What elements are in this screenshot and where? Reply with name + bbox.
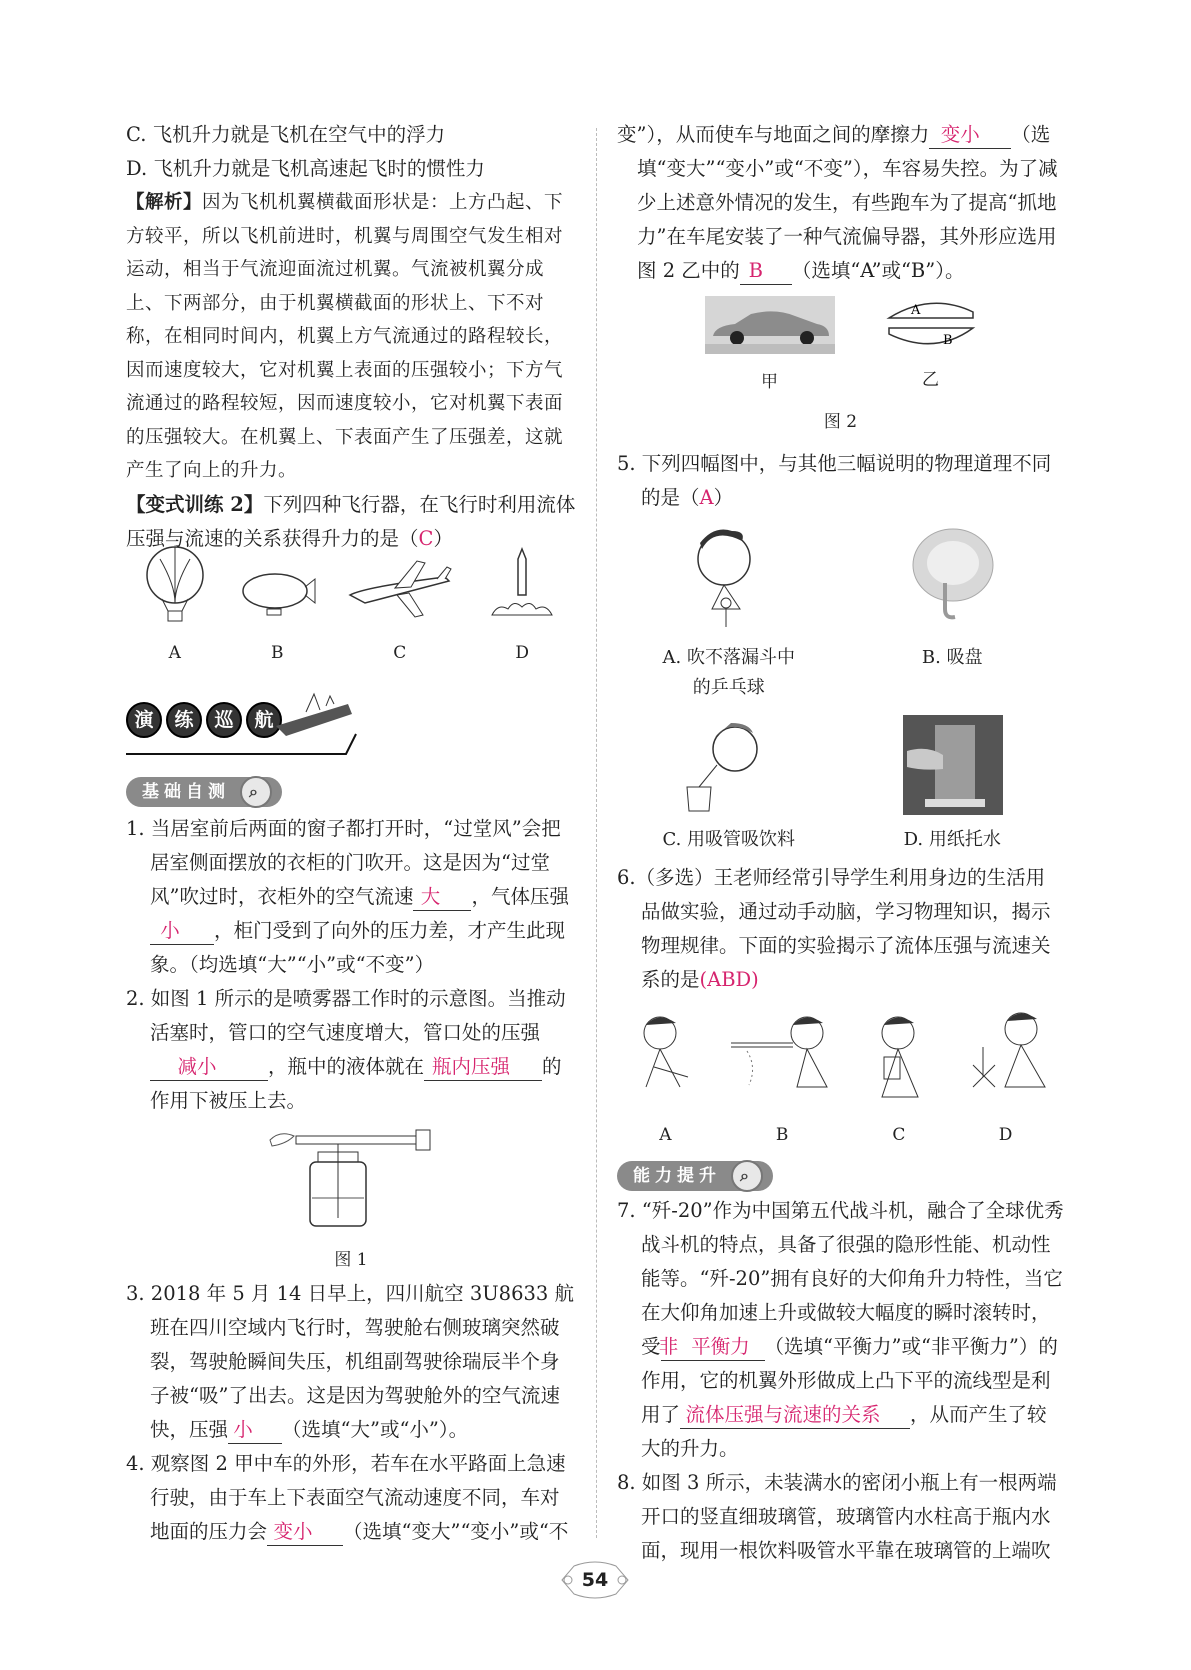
straw-drink-figure [679, 715, 779, 815]
question-2 [126, 982, 576, 1118]
variant-label: 【变式训练 2】 [126, 492, 264, 516]
q6-figure [617, 1007, 1064, 1152]
banner-char-1: 演 [126, 702, 162, 738]
airship-figure [237, 565, 317, 670]
section-banner [126, 684, 366, 756]
q5-options-grid [617, 523, 1064, 855]
figure-2-caption: 图 2 [823, 412, 858, 432]
left-column [126, 118, 576, 1549]
q4-text-c: 变”），从而使车与地面之间的摩擦力 [617, 123, 930, 146]
q4-text-a: 4. 观察图 2 甲中车的外形，若车在水平路面上急速行驶，由于车上下表面空气流动速度不同，车对地面的压力会 [126, 1451, 566, 1543]
q1-answer-1: 大 [413, 884, 471, 911]
aircraft-label-c: C [393, 642, 407, 663]
q5-close: ） [713, 486, 734, 509]
q6-label-d: D [998, 1125, 1013, 1145]
q3-text-a: 3. 2018 年 5 月 14 日早上，四川航空 3U8633 航班在四川空域内飞行时，驾驶舱右侧玻璃突然破裂，驾驶舱瞬间失压，机组副驾驶徐瑞辰半个身子被“吸”了出去。这是因为驾驶舱外的空气流速快，压强 [126, 1281, 575, 1441]
option-d: D. 飞机升力就是飞机高速起飞时的惯性力 [126, 157, 485, 180]
q2-answer-2: 瓶内压强 [424, 1054, 542, 1081]
q4-text-b: （选填“变大”“变小”或“不 [343, 1519, 569, 1543]
figure-2-yi [885, 296, 977, 399]
question-5 [617, 447, 1064, 515]
q5-option-d [841, 715, 1065, 855]
question-6 [617, 861, 1064, 997]
figure-2-jia [705, 296, 835, 399]
q5-option-a-label-1: A. 吹不落漏斗中 [662, 647, 795, 668]
q6-label-a: A [659, 1125, 672, 1145]
analysis-label: 【解析】 [126, 192, 203, 213]
right-column [617, 118, 1064, 1568]
ability-section-label: 能力提升 [633, 1166, 721, 1186]
figure-1 [126, 1122, 576, 1277]
q6-figure-b [727, 1007, 837, 1152]
plane-figure [345, 555, 455, 670]
q7-text-c: ，从而产生了较大的升力。 [641, 1403, 1047, 1460]
ship-icon [126, 684, 366, 756]
basic-section-header [126, 774, 576, 808]
q1-text-b: ，气体压强 [471, 884, 569, 908]
q5-answer: A [699, 486, 714, 509]
page-number-text: 54 [581, 1569, 609, 1591]
analysis-block [126, 186, 576, 488]
variant-answer: C [418, 526, 434, 550]
q5-option-b [841, 523, 1065, 703]
question-8 [617, 1466, 1064, 1568]
q4-text-d: （选填“变大”“变小”或“不变”），车容易失控。为了减少上述意外情况的发生，有些跑车为了提高“抓地力”在车尾安装了一种气流偏导器，其外形应选用图 2 乙中的 [637, 123, 1058, 282]
q1-text-c: ，柜门受到了向外的压力差，才产生此现象。（均选填“大”“小”或“不变”） [150, 918, 566, 976]
suction-cup-figure [897, 523, 1007, 633]
option-c: C. 飞机升力就是飞机在空气中的浮力 [126, 123, 446, 146]
q6-answer: (ABD) [699, 968, 759, 991]
question-1 [126, 812, 576, 982]
question-4-start [126, 1447, 576, 1549]
page-number [556, 1560, 634, 1600]
q5-option-d-label: D. 用纸托水 [903, 829, 1001, 850]
banner-char-4: 航 [246, 702, 282, 738]
variant-text: 下列四种飞行器，在飞行时利用流体压强与流速的关系获得升力的是（ [126, 492, 576, 550]
paper-water-figure [897, 715, 1007, 815]
q2-text-c: 的作用下被压上去。 [150, 1054, 562, 1112]
q1-text-a: 1. 当居室前后两面的窗子都打开时，“过堂风”会把居室侧面摆放的衣柜的门吹开。这是因为“过堂风”吹过时，衣柜外的空气流速 [126, 816, 561, 908]
aircraft-label-d: D [515, 642, 530, 663]
deflector-label-a: A [910, 303, 920, 318]
magnifier-icon: ⌕ [731, 1160, 763, 1192]
car-photo [705, 296, 835, 354]
ability-section-pill [617, 1161, 773, 1191]
q5-option-b-label: B. 吸盘 [921, 647, 983, 668]
deflector-shapes [885, 296, 977, 352]
figure-1-caption: 图 1 [334, 1249, 368, 1270]
magnifier-icon: ⌕ [240, 776, 272, 808]
question-4-continued [617, 118, 1064, 288]
q5-option-a [617, 523, 841, 703]
q7-answer-2: 流体压强与流速的关系 [680, 1402, 910, 1429]
rocket-figure [482, 545, 562, 670]
analysis-text: 因为飞机机翼横截面形状是：上方凸起、下方较平，所以飞机前进时，机翼与周围空气发生相对运动，相当于气流迎面流过机翼。气流被机翼分成上、下两部分，由于机翼横截面的形状上、下不对称，在相同时间内，机翼上方气流通过的路程较长，因而速度较大，它对机翼上表面的压强较小；下方气流通过的路程较短，因而速度较小，它对机翼下表面的压强较大。在机翼上、下表面产生了压强差，这就产生了向上的升力。 [126, 192, 564, 481]
question-7 [617, 1194, 1064, 1466]
q5-option-a-label-2: 的乒乓球 [692, 677, 765, 698]
q5-option-c [617, 715, 841, 855]
q6-figure-c [864, 1007, 934, 1152]
q7-answer-1a: 非 [661, 1334, 701, 1361]
q2-answer-1: 减小 [150, 1054, 268, 1081]
balloon-figure [140, 545, 210, 670]
q7-answer-1b: 平衡力 [701, 1334, 765, 1361]
q5-text: 5. 下列四幅图中，与其他三幅说明的物理道理不同的是（ [617, 452, 1052, 509]
q2-text-b: ，瓶中的液体就在 [268, 1054, 425, 1078]
question-3 [126, 1277, 576, 1447]
q6-label-c: C [892, 1125, 906, 1145]
deflector-label-b: B [942, 333, 953, 348]
banner-char-3: 巡 [206, 702, 242, 738]
q4-answer-1: 变小 [267, 1519, 343, 1546]
q6-figure-d [961, 1007, 1051, 1152]
q3-text-b: （选填“大”或“小”）。 [282, 1417, 469, 1441]
q4-answer-2: 变小 [929, 122, 1011, 149]
q6-figure-a [630, 1007, 700, 1152]
banner-char-2: 练 [166, 702, 202, 738]
figure-2 [617, 296, 1064, 399]
q6-label-b: B [775, 1125, 789, 1145]
ability-section-header [617, 1158, 1064, 1192]
basic-section-label: 基础自测 [142, 781, 230, 802]
aircraft-label-b: B [271, 642, 284, 663]
q8-text: 8. 如图 3 所示，未装满水的密闭小瓶上有一根两端开口的竖直细玻璃管，玻璃管内水柱高于瓶内水面，现用一根饮料吸管水平靠在玻璃管的上端吹 [617, 1471, 1057, 1562]
q1-answer-2: 小 [150, 918, 214, 945]
sprayer-figure [266, 1122, 436, 1232]
q7-text-a: 7. “歼-20”作为中国第五代战斗机，融合了全球优秀战斗机的特点，具备了很强的隐形性能、机动性能等。“歼-20”拥有良好的大仰角升力特性，当它在大仰角加速上升或做较大幅度的瞬时滚转时，受 [617, 1199, 1064, 1358]
q4-text-e: （选填“A”或“B”）。 [791, 259, 965, 282]
q2-text-a: 2. 如图 1 所示的是喷雾器工作时的示意图。当推动活塞时，管口的空气速度增大，管口处的压强 [126, 986, 566, 1044]
q5-option-c-label: C. 用吸管吸饮料 [662, 829, 796, 850]
q4-answer-3: B [740, 258, 792, 285]
funnel-boy-figure [684, 523, 774, 633]
aircraft-label-a: A [168, 642, 181, 663]
q7-text-b: （选填“平衡力”或“非平衡力”）的作用，它的机翼外形做成上凸下平的流线型是利用了 [641, 1335, 1058, 1426]
variant-close: ） [433, 526, 453, 550]
q6-text: 6.（多选）王老师经常引导学生利用身边的生活用品做实验，通过动手动脑，学习物理知识，揭示物理规律。下面的实验揭示了流体压强与流速关系的是 [617, 866, 1051, 991]
column-divider [596, 128, 597, 1538]
basic-section-pill [126, 777, 282, 807]
figure-2-yi-label: 乙 [922, 370, 939, 390]
figure-2-jia-label: 甲 [761, 372, 778, 392]
q3-answer: 小 [228, 1417, 282, 1444]
aircraft-figure [126, 564, 576, 670]
